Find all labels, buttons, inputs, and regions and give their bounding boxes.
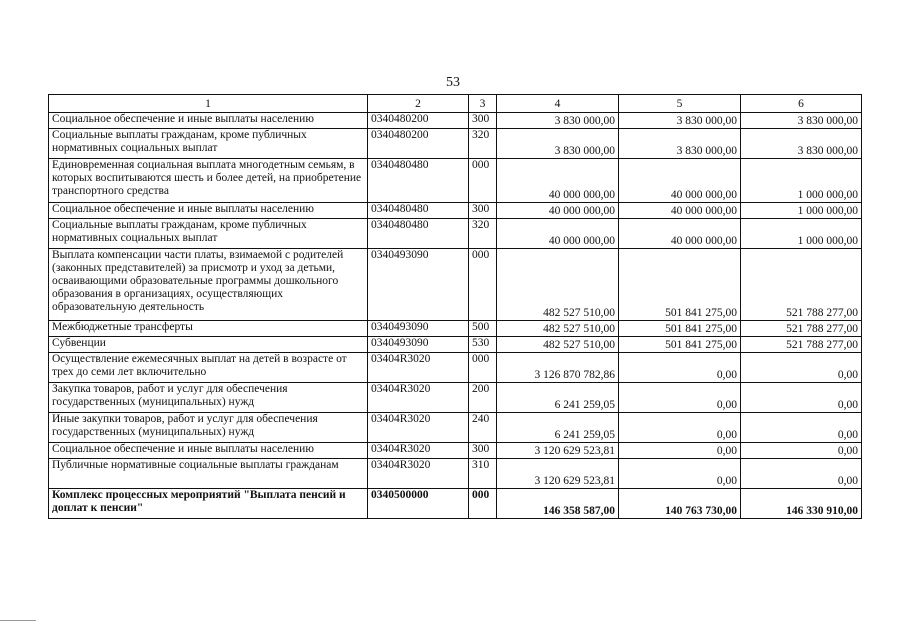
row-name-cell: Социальное обеспечение и иные выплаты населению	[49, 113, 368, 129]
header-col-5: 5	[619, 95, 741, 113]
row-name-cell: Социальное обеспечение и иные выплаты населению	[49, 203, 368, 219]
row-code-cell: 0340480200	[368, 129, 469, 159]
row-code-cell: 0340500000	[368, 489, 469, 519]
row-value-year3-cell: 146 330 910,00	[741, 489, 862, 519]
table-row	[49, 353, 862, 383]
row-code-cell: 0340480480	[368, 219, 469, 249]
row-value-year1-cell: 3 120 629 523,81	[497, 443, 619, 459]
row-value-year1-cell: 482 527 510,00	[497, 321, 619, 337]
row-value-year1-cell: 40 000 000,00	[497, 203, 619, 219]
row-name-cell: Иные закупки товаров, работ и услуг для обеспечения государственных (муниципальных) нужд	[49, 413, 368, 443]
row-value-year2-cell: 501 841 275,00	[619, 249, 741, 321]
row-code-cell: 0340493090	[368, 337, 469, 353]
table-row	[49, 203, 862, 219]
row-value-year3-cell: 0,00	[741, 459, 862, 489]
row-value-year1-cell: 3 120 629 523,81	[497, 459, 619, 489]
row-value-year3-cell: 0,00	[741, 383, 862, 413]
row-value-year2-cell: 40 000 000,00	[619, 159, 741, 203]
row-value-year2-cell: 0,00	[619, 443, 741, 459]
row-type-cell: 000	[469, 489, 497, 519]
row-value-year3-cell: 1 000 000,00	[741, 159, 862, 203]
row-value-year2-cell: 40 000 000,00	[619, 203, 741, 219]
row-value-year3-cell: 1 000 000,00	[741, 219, 862, 249]
table-row	[49, 129, 862, 159]
header-col-1: 1	[49, 95, 368, 113]
header-col-2: 2	[368, 95, 469, 113]
row-value-year1-cell: 40 000 000,00	[497, 219, 619, 249]
row-value-year1-cell: 482 527 510,00	[497, 249, 619, 321]
table-row	[49, 489, 862, 519]
row-value-year2-cell: 501 841 275,00	[619, 321, 741, 337]
row-code-cell: 03404R3020	[368, 459, 469, 489]
row-value-year1-cell: 146 358 587,00	[497, 489, 619, 519]
row-code-cell: 03404R3020	[368, 383, 469, 413]
row-type-cell: 320	[469, 219, 497, 249]
row-value-year1-cell: 6 241 259,05	[497, 413, 619, 443]
row-value-year3-cell: 1 000 000,00	[741, 203, 862, 219]
row-code-cell: 0340493090	[368, 321, 469, 337]
row-type-cell: 000	[469, 159, 497, 203]
scan-edge-mark	[0, 620, 36, 621]
row-code-cell: 0340480480	[368, 159, 469, 203]
row-type-cell: 320	[469, 129, 497, 159]
row-value-year2-cell: 0,00	[619, 413, 741, 443]
row-value-year2-cell: 140 763 730,00	[619, 489, 741, 519]
row-type-cell: 300	[469, 443, 497, 459]
row-type-cell: 300	[469, 113, 497, 129]
row-value-year1-cell: 482 527 510,00	[497, 337, 619, 353]
row-value-year2-cell: 0,00	[619, 459, 741, 489]
row-type-cell: 500	[469, 321, 497, 337]
row-value-year3-cell: 521 788 277,00	[741, 337, 862, 353]
row-value-year3-cell: 521 788 277,00	[741, 321, 862, 337]
table-row	[49, 249, 862, 321]
row-type-cell: 000	[469, 353, 497, 383]
row-value-year2-cell: 3 830 000,00	[619, 113, 741, 129]
table-row	[49, 321, 862, 337]
row-value-year3-cell: 3 830 000,00	[741, 113, 862, 129]
row-value-year3-cell: 0,00	[741, 353, 862, 383]
row-name-cell: Субвенции	[49, 337, 368, 353]
row-value-year3-cell: 0,00	[741, 413, 862, 443]
row-type-cell: 240	[469, 413, 497, 443]
row-value-year3-cell: 3 830 000,00	[741, 129, 862, 159]
row-name-cell: Осуществление ежемесячных выплат на детей в возрасте от трех до семи лет включительно	[49, 353, 368, 383]
row-name-cell: Социальное обеспечение и иные выплаты населению	[49, 443, 368, 459]
row-type-cell: 300	[469, 203, 497, 219]
row-name-cell: Межбюджетные трансферты	[49, 321, 368, 337]
table-row	[49, 219, 862, 249]
header-col-6: 6	[741, 95, 862, 113]
table-body	[49, 95, 862, 519]
row-name-cell: Публичные нормативные социальные выплаты гражданам	[49, 459, 368, 489]
row-name-cell: Выплата компенсации части платы, взимаемой с родителей (законных представителей) за присмотр и уход за детьми, осваивающими образовательные программы дошкольного образования в организациях, осуществляющих образовательную деятельность	[49, 249, 368, 321]
row-code-cell: 0340480200	[368, 113, 469, 129]
row-value-year1-cell: 3 830 000,00	[497, 113, 619, 129]
row-value-year3-cell: 0,00	[741, 443, 862, 459]
row-code-cell: 0340480480	[368, 203, 469, 219]
row-name-cell: Социальные выплаты гражданам, кроме публичных нормативных социальных выплат	[49, 219, 368, 249]
row-type-cell: 000	[469, 249, 497, 321]
row-name-cell: Комплекс процессных мероприятий "Выплата пенсий и доплат к пенсии"	[49, 489, 368, 519]
row-type-cell: 200	[469, 383, 497, 413]
row-value-year1-cell: 3 126 870 782,86	[497, 353, 619, 383]
row-code-cell: 0340493090	[368, 249, 469, 321]
table-row	[49, 113, 862, 129]
row-code-cell: 03404R3020	[368, 413, 469, 443]
row-value-year1-cell: 40 000 000,00	[497, 159, 619, 203]
row-name-cell: Закупка товаров, работ и услуг для обеспечения государственных (муниципальных) нужд	[49, 383, 368, 413]
row-value-year2-cell: 3 830 000,00	[619, 129, 741, 159]
row-type-cell: 530	[469, 337, 497, 353]
row-name-cell: Социальные выплаты гражданам, кроме публичных нормативных социальных выплат	[49, 129, 368, 159]
row-value-year1-cell: 6 241 259,05	[497, 383, 619, 413]
table-row	[49, 159, 862, 203]
row-type-cell: 310	[469, 459, 497, 489]
row-value-year1-cell: 3 830 000,00	[497, 129, 619, 159]
row-value-year2-cell: 0,00	[619, 353, 741, 383]
table-row	[49, 443, 862, 459]
table-row	[49, 337, 862, 353]
row-value-year2-cell: 40 000 000,00	[619, 219, 741, 249]
row-value-year2-cell: 0,00	[619, 383, 741, 413]
page-number: 53	[446, 75, 460, 90]
table-row	[49, 459, 862, 489]
row-value-year2-cell: 501 841 275,00	[619, 337, 741, 353]
table-row	[49, 413, 862, 443]
table-row	[49, 383, 862, 413]
header-col-3: 3	[469, 95, 497, 113]
row-value-year3-cell: 521 788 277,00	[741, 249, 862, 321]
row-name-cell: Единовременная социальная выплата многодетным семьям, в которых воспитываются шесть и более детей, на приобретение транспортного средства	[49, 159, 368, 203]
header-row	[49, 95, 862, 113]
row-code-cell: 03404R3020	[368, 353, 469, 383]
header-col-4: 4	[497, 95, 619, 113]
row-code-cell: 03404R3020	[368, 443, 469, 459]
budget-table	[48, 94, 862, 519]
